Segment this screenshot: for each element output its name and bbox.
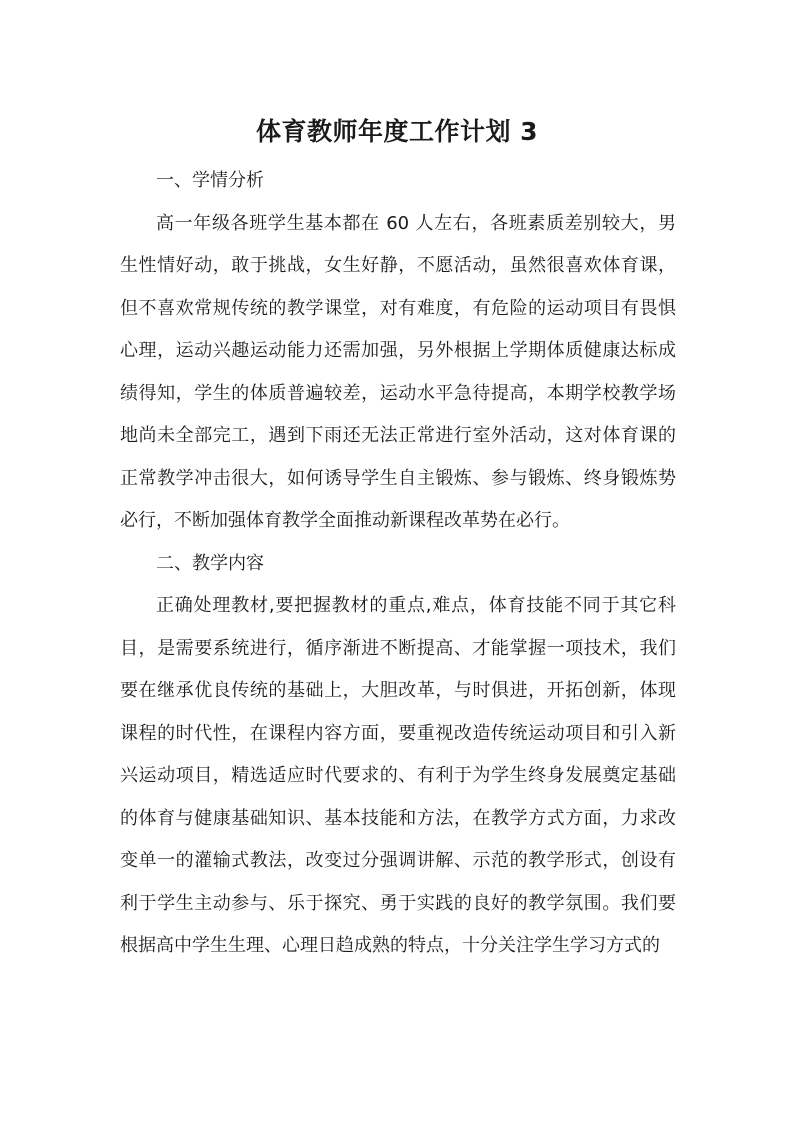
paragraph-teaching-content: 正确处理教材,要把握教材的重点,难点，体育技能不同于其它科目，是需要系统进行，循序渐进不断提高、才能掌握一项技术，我们要在继承优良传统的基础上，大胆改革，与时俱进，开拓创新，体现课程的时代性，在课程内容方面，要重视改造传统运动项目和引入新兴运动项目，精选适应时代要求的、有利于为学生终身发展奠定基础的体育与健康基础知识、基本技能和方法，在教学方式方面，力求改变单一的灌输式教法，改变过分强调讲解、示范的教学形式，创设有利于学生主动参与、乐于探究、勇于实践的良好的教学氛围。我们要根据高中学生生理、心理日趋成熟的特点，十分关注学生学习方式的 xyxy=(120,595,676,956)
section-heading-teaching-content: 二、教学内容 xyxy=(156,552,264,574)
document-title: 体育教师年度工作计划 3 xyxy=(255,117,539,146)
document-body xyxy=(120,160,676,968)
section-heading-learning-analysis: 一、学情分析 xyxy=(156,170,264,191)
paragraph-learning-analysis: 高一年级各班学生基本都在 60 人左右，各班素质差别较大，男生性情好动，敢于挑战，女生好静，不愿活动，虽然很喜欢体育课，但不喜欢常规传统的教学课堂，对有难度，有危险的运动项目有畏惧心理，运动兴趣运动能力还需加强，另外根据上学期体质健康达标成绩得知，学生的体质普遍较差，运动水平急待提高，本期学校教学场地尚未全部完工，遇到下雨还无法正常进行室外活动，这对体育课的正常教学冲击很大，如何诱导学生自主锻炼、参与锻炼、终身锻炼势必行，不断加强体育教学全面推动新课程改革势在必行。 xyxy=(120,212,676,531)
